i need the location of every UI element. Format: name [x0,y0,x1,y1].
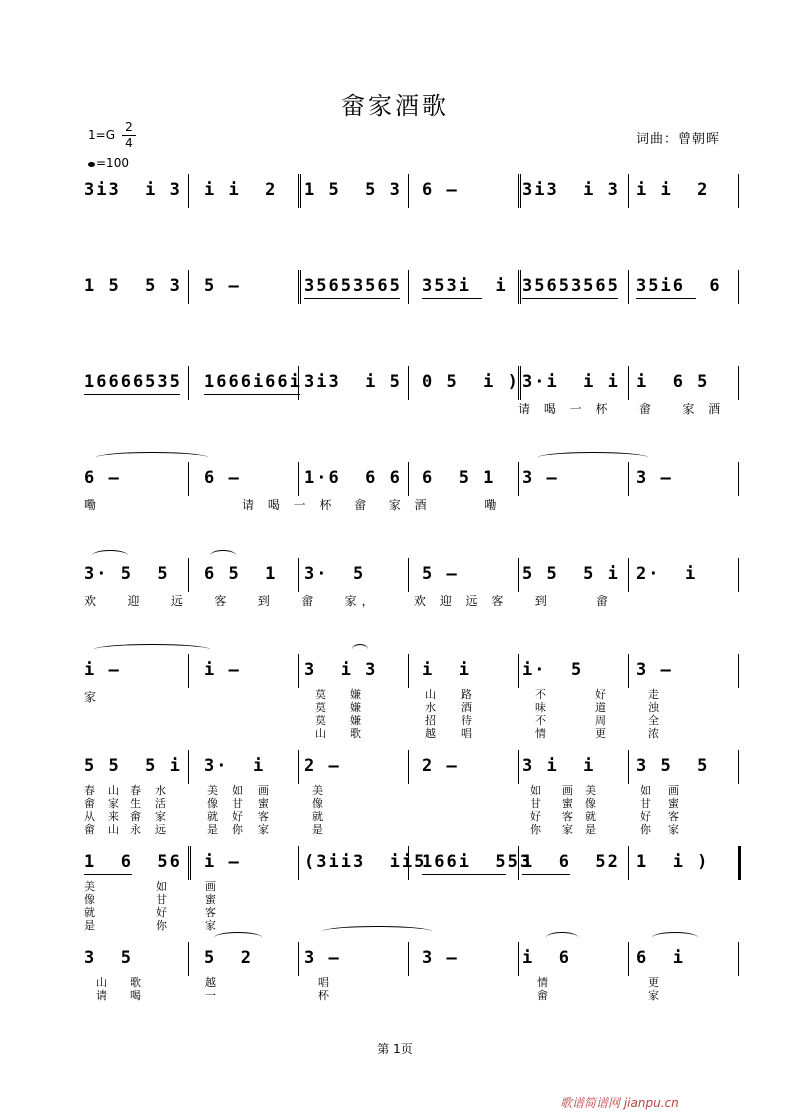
verse-lyrics: 越一 [205,976,216,1002]
beam-line [422,298,482,299]
verse-lyrics: 美像就是 [312,784,323,836]
measure: 2 – [422,756,459,776]
bar-line [628,174,629,208]
bar-line [188,654,189,688]
bar-line [408,750,409,784]
measure: 6 5 1 [204,564,278,584]
measure: 16666535 [84,372,182,392]
meter-bottom: 4 [125,136,133,150]
key-signature: 1=G [88,128,115,142]
bar-line [628,654,629,688]
verse-lyrics: 不味不情 [535,688,546,740]
bar-line [298,558,299,592]
bar-line [738,846,741,880]
measure: 3· 5 [304,564,366,584]
measure: 3i3 i 5 [304,372,402,392]
measure: i· 5 [522,660,584,680]
bar-line [298,654,299,688]
bar-line [738,558,739,592]
measure: i i 2 [204,180,278,200]
measure: 5 – [422,564,459,584]
bar-line [738,462,739,496]
measure: 1666i66i [204,372,302,392]
verse-lyrics: 如甘好你 [232,784,243,836]
measure: 0 5 i ) [422,372,520,392]
measure: 3i3 i 3 [522,180,620,200]
measure: 3 5 [84,948,133,968]
tie-slur [322,926,432,937]
measure: i i [422,660,471,680]
measure: 166i 553 [422,852,533,872]
measure: 3 5 5 [636,756,710,776]
measure: 2 – [304,756,341,776]
verse-lyrics: 走浊全浓 [648,688,659,740]
verse-lyrics: 美像就是 [84,880,95,932]
tie-slur [538,452,648,463]
credit: 词曲：曾朝晖 [636,132,721,147]
lyrics-line: 家 [84,690,102,704]
tie-slur [546,932,578,943]
verse-lyrics: 唱杯 [318,976,329,1002]
verse-lyrics: 更家 [648,976,659,1002]
bar-line [408,654,409,688]
verse-lyrics: 山请 [96,976,107,1002]
measure: 1 6 56 [84,852,182,872]
verse-lyrics: 好道周更 [595,688,606,740]
measure: i – [204,852,241,872]
measure: (3ii3 ii5 [304,852,427,872]
bar-line [188,366,189,400]
verse-lyrics: 山水招越 [425,688,436,740]
verse-lyrics: 如甘好你 [640,784,651,836]
verse-lyrics: 路酒待唱 [461,688,472,740]
bar-line [188,750,189,784]
measure: 6 i [636,948,685,968]
measure: 3· 5 5 [84,564,170,584]
measure: 3·i i i [522,372,620,392]
tie-slur [210,550,236,561]
measure: 353i i [422,276,508,296]
measure: 2· i [636,564,698,584]
bar-line [518,942,519,976]
bar-line [188,558,189,592]
verse-lyrics: 情畲 [537,976,548,1002]
verse-lyrics: 画蜜客家 [258,784,269,836]
tie-slur [92,550,128,561]
measure: 6 – [422,180,459,200]
lyrics-line: 请 喝 一 杯 畲 家 酒 [518,402,726,416]
measure: 5 – [204,276,241,296]
lyrics-line: 欢 迎 远 客 到 畲 家， 欢 迎 远 客 到 畲 [84,594,613,608]
measure: 6 – [204,468,241,488]
measure: 35i6 6 [636,276,722,296]
bar-line [188,462,189,496]
measure: 3 i 3 [304,660,378,680]
bar-line [408,366,409,400]
bar-line [298,846,299,880]
bar-line [298,462,299,496]
verse-lyrics: 如甘好你 [530,784,541,836]
bar-line [738,942,739,976]
bar-line [518,462,519,496]
measure: 1 5 5 3 [84,276,182,296]
bar-line [408,270,409,304]
beam-line [84,874,132,875]
tie-slur [652,932,698,943]
measure: 3 – [636,660,673,680]
bar-line [298,942,299,976]
bar-line [738,750,739,784]
verse-lyrics: 春畲从畲 [84,784,95,836]
bar-line [628,366,629,400]
measure: 3 – [304,948,341,968]
tie-slur [214,932,262,943]
verse-lyrics: 山家来山 [108,784,119,836]
measure: 5 2 [204,948,253,968]
verse-lyrics: 画蜜客家 [668,784,679,836]
measure: 6 5 1 [422,468,496,488]
verse-lyrics: 画蜜客家 [562,784,573,836]
bar-line [188,942,189,976]
bar-line [518,750,519,784]
beam-line [522,874,570,875]
bar-line [188,270,189,304]
bar-line [518,654,519,688]
bar-line [188,846,193,880]
bar-line [298,270,303,304]
bar-line [298,750,299,784]
verse-lyrics: 画蜜客家 [205,880,216,932]
verse-lyrics: 美像就是 [207,784,218,836]
verse-lyrics: 嫌嫌嫌歌 [350,688,361,740]
song-title: 畲家酒歌 [341,92,449,120]
bar-line [628,750,629,784]
measure: i 6 5 [636,372,710,392]
bar-line [298,174,303,208]
measure: 5 5 5 i [522,564,620,584]
bar-line [408,558,409,592]
measure: 3 – [636,468,673,488]
tie-slur [96,452,208,463]
bar-line [628,846,629,880]
bar-line [408,462,409,496]
verse-lyrics: 美像就是 [585,784,596,836]
beam-line [522,298,618,299]
bar-line [738,654,739,688]
measure: 1 6 52 [522,852,620,872]
measure: i i 2 [636,180,710,200]
bar-line [738,366,739,400]
bar-line [188,174,189,208]
bar-line [408,942,409,976]
measure: i – [84,660,121,680]
verse-lyrics: 春生畲永 [130,784,141,836]
measure: 1 5 5 3 [304,180,402,200]
measure: 3 – [522,468,559,488]
bar-line [628,270,629,304]
verse-lyrics: 歌喝 [130,976,141,1002]
measure: 3i3 i 3 [84,180,182,200]
measure: 3· i [204,756,266,776]
beam-line [84,394,180,395]
measure: 35653565 [522,276,620,296]
verse-lyrics: 莫莫莫山 [315,688,326,740]
measure: 6 – [84,468,121,488]
tie-slur [94,644,210,655]
bar-line [738,270,739,304]
meter-top: 2 [125,120,133,134]
measure: 3 i i [522,756,596,776]
tempo-mark: =100 [88,156,129,170]
bar-line [738,174,739,208]
bar-line [408,174,409,208]
tie-slur [352,644,368,655]
beam-line [304,298,400,299]
time-signature [122,120,136,151]
measure: 3 – [422,948,459,968]
beam-line [204,394,300,395]
bar-line [518,558,519,592]
measure: i 6 [522,948,571,968]
verse-lyrics: 水活家远 [155,784,166,836]
lyrics-line: 嘞 请 喝 一 杯 畲 家 酒 嘞 [84,498,502,512]
bar-line [628,558,629,592]
quarter-note-icon [88,162,95,167]
measure: i – [204,660,241,680]
measure: 1 i ) [636,852,710,872]
page-number: 第 1页 [377,1042,413,1056]
beam-line [422,874,506,875]
measure: 35653565 [304,276,402,296]
measure: 1·6 6 6 [304,468,402,488]
verse-lyrics: 如甘好你 [156,880,167,932]
bar-line [628,462,629,496]
bar-line [628,942,629,976]
measure: 5 5 5 i [84,756,182,776]
beam-line [636,298,696,299]
watermark: 歌谱简谱网 jianpu.cn [560,1096,679,1110]
